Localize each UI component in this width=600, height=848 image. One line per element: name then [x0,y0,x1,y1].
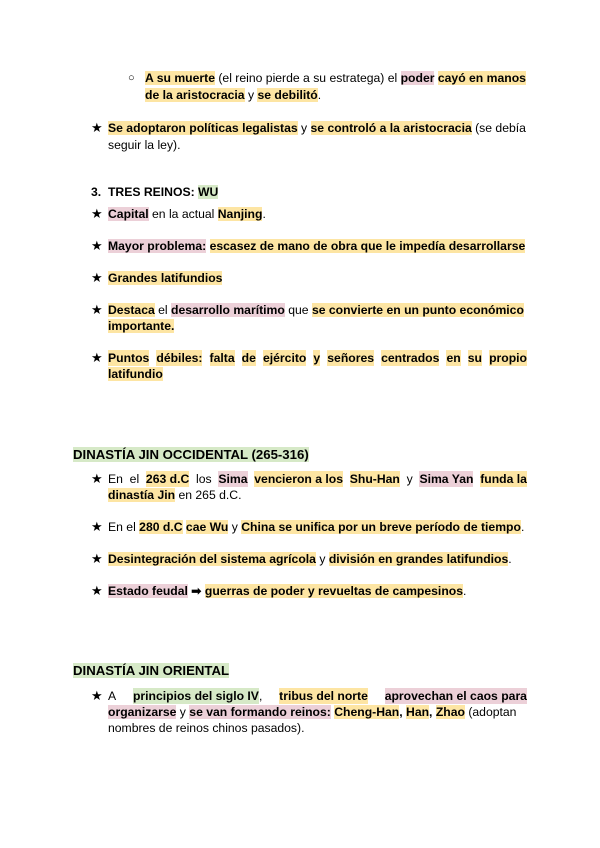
text: En [108,472,123,486]
text: el [154,303,172,317]
debiles-line-1 [108,350,527,366]
jin-occ-item3 [108,551,512,567]
text: y [406,472,413,486]
highlight-principios-siglo-iv: principios del siglo IV [132,689,259,703]
text: , [399,705,407,719]
highlight-vencieron: vencieron a los [254,472,343,486]
star-bullet-icon: ★ [91,551,103,566]
section-heading-jin-occidental [73,446,309,464]
star-bullet-icon: ★ [91,302,103,317]
highlight-punto-economico: se convierte en un punto económico [311,303,524,317]
highlight-a-su-muerte: A su muerte [145,71,215,85]
text: en la actual [148,207,218,221]
problema-item [108,238,525,254]
star-bullet-icon: ★ [91,238,103,253]
highlight-263: 263 d.C [145,472,190,486]
latifundios-item [108,270,222,286]
highlight-funda-la: funda la [480,472,527,486]
star-bullet-icon: ★ [91,583,103,598]
text: (se debía [471,121,526,135]
text: . [317,88,322,102]
star-bullet-icon: ★ [91,120,103,135]
highlight-control-aristocracia: se controló a la aristocracia [310,121,472,135]
jin-ori-item1-line-2 [108,704,516,720]
text: (el reino pierde a su estratega) el [214,71,401,85]
text: . [462,584,467,598]
highlight-word: débiles: [156,351,203,365]
list-number: 3. [91,185,102,199]
text: y [228,520,242,534]
highlight-word: y [313,351,321,365]
highlight-word: Puntos [108,351,150,365]
text: y [176,705,190,719]
highlight-grandes-latifundios: Grandes latifundios [108,271,223,285]
text: (adoptan [464,705,517,719]
star-bullet-icon: ★ [91,471,103,486]
highlight-destaca: Destaca [108,303,155,317]
highlight-aprovechan: aprovechan el caos para [384,689,527,703]
highlight-cheng-han: Cheng-Han [334,705,400,719]
capital-item [108,206,266,222]
text: A [108,689,117,703]
legalistas-line-1 [108,120,526,136]
text-group [133,688,262,704]
legalistas-line-2: seguir la ley). [108,138,181,152]
jin-occ-item1-line-2 [108,487,241,503]
highlight-cae-wu: cae Wu [185,520,229,534]
highlight-se-van-formando: se van formando reinos: [189,705,331,719]
highlight-zhao: Zhao [435,705,465,719]
highlight-word: centrados [381,351,440,365]
text: y [297,121,311,135]
highlight-division: división en grandes latifundios [328,552,509,566]
tres-reinos-label: TRES REINOS: [107,185,199,199]
circle-bullet-icon: ○ [128,72,135,84]
jin-occ-item1-line-1 [108,471,527,487]
jin-ori-item1-line-1 [108,688,527,704]
destaca-line-2 [108,318,174,334]
highlight-nanjing: Nanjing [217,207,263,221]
star-bullet-icon: ★ [91,350,103,365]
highlight-china-unifica: China se unifica por un breve período de tiempo [241,520,521,534]
destaca-line-1 [108,302,524,318]
heading-highlight: DINASTÍA JIN OCCIDENTAL (265-316) [73,447,309,462]
text: . [262,207,266,221]
highlight-capital: Capital [108,207,149,221]
highlight-se-debilito: se debilitó [257,88,318,102]
highlight-280: 280 d.C [139,520,183,534]
star-bullet-icon: ★ [91,270,103,285]
highlight-organizarse: organizarse [108,705,177,719]
highlight-dinastia-jin: dinastía Jin [108,488,176,502]
text: . [520,520,525,534]
highlight-escasez: escasez de mano de obra que le impedía desarrollarse [209,239,526,253]
jin-occ-item2 [108,519,524,535]
debiles-line-2 [108,366,163,382]
highlight-mayor-problema: Mayor problema: [108,239,207,253]
highlight-word: falta [209,351,235,365]
highlight-estado-feudal: Estado feudal [108,584,188,598]
text: en 265 d.C. [175,488,242,502]
highlight-sima-yan: Sima Yan [419,472,474,486]
highlight-cayo-en-manos: cayó en manos [437,71,526,85]
text: En el [108,520,140,534]
star-bullet-icon: ★ [91,206,103,221]
highlight-word: ejército [262,351,307,365]
text: , [429,705,436,719]
jin-ori-item1-line-3: nombres de reinos chinos pasados). [108,721,305,735]
star-bullet-icon: ★ [91,688,103,703]
highlight-word: propio [489,351,527,365]
highlight-desintegracion: Desintegración del sistema agrícola [108,552,316,566]
text: los [196,472,212,486]
jin-occ-item4 [108,583,466,599]
highlight-han: Han [406,705,430,719]
highlight-word: su [467,351,482,365]
highlight-word: de [241,351,256,365]
star-bullet-icon: ★ [91,519,103,534]
highlight-shu-han: Shu-Han [349,472,400,486]
highlight-latifundio: latifundio [108,367,163,381]
text: , [258,689,263,703]
muerte-line-1 [145,70,530,86]
highlight-desarrollo-maritimo: desarrollo marítimo [171,303,285,317]
highlight-wu: WU [198,185,219,199]
highlight-word: señores [327,351,375,365]
highlight-tribus-norte: tribus del norte [279,689,368,703]
text: el [129,472,140,486]
highlight-word: en [446,351,461,365]
highlight-importante: importante. [108,319,175,333]
text: y [244,88,258,102]
text: y [315,552,329,566]
arrow-right-icon: ➡ [187,584,205,598]
text: que [284,303,312,317]
highlight-aristocracia: de la aristocracia [145,88,245,102]
highlight-poder: poder [400,71,435,85]
heading-highlight: DINASTÍA JIN ORIENTAL [73,663,230,678]
highlight-sima: Sima [218,472,248,486]
highlight-politicas-legalistas: Se adoptaron políticas legalistas [108,121,298,135]
muerte-line-2 [145,87,321,103]
text: . [508,552,512,566]
section-heading-jin-oriental [73,662,229,680]
tres-reinos-heading [91,184,218,200]
highlight-guerras: guerras de poder y revueltas de campesinos [204,584,463,598]
